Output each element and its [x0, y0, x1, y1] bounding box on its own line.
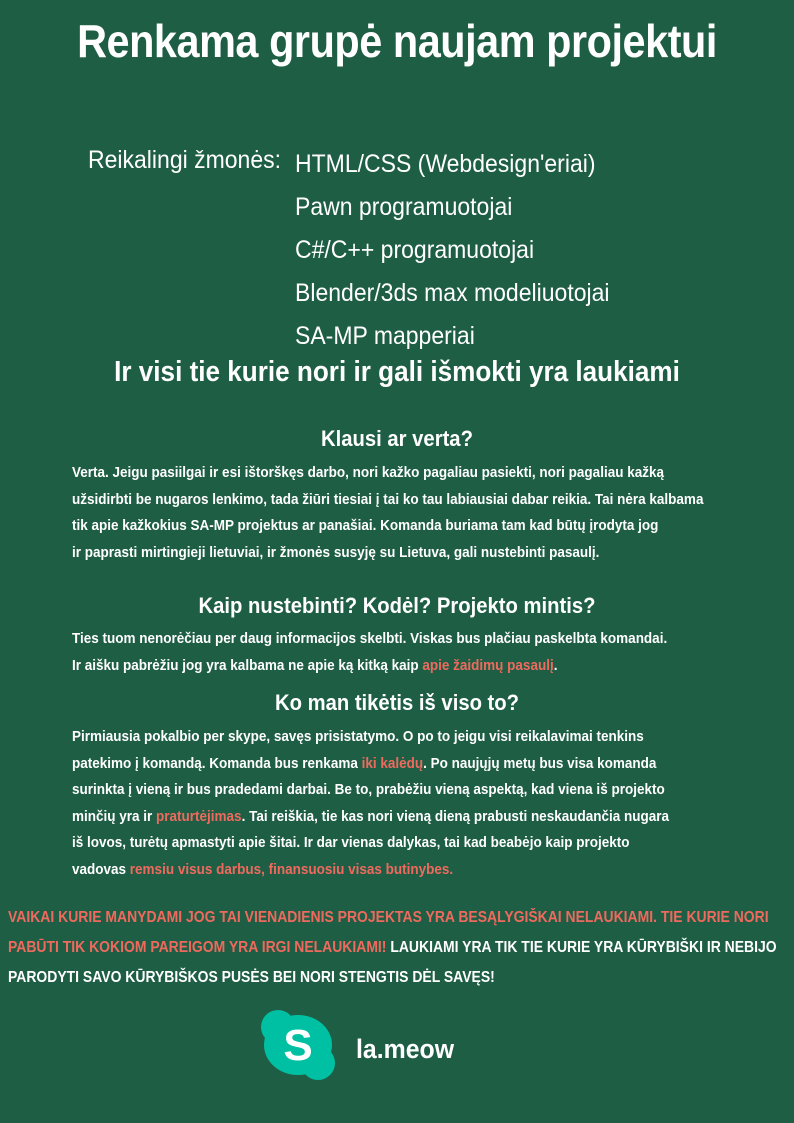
text-span: . Tai reiškia, tie kas nori vieną dieną prabusti neskaudančia nugara	[241, 807, 669, 825]
highlight-text: remsiu visus darbus, finansuosiu visas butinybes.	[129, 860, 454, 878]
section-heading-expect: Ko man tikėtis iš viso to?	[274, 690, 520, 715]
text-span: Ir aišku pabrėžiu jog yra kalbama ne apie ką kitką kaip	[72, 656, 423, 674]
paragraph-line: Ties tuom nenorėčiau per daug informacijos skelbti. Viskas bus plačiau paskelbta komandai.	[72, 630, 668, 647]
warning-line	[8, 933, 794, 963]
warning-line: VAIKAI KURIE MANYDAMI JOG TAI VIENADIENIS PROJEKTAS YRA BESĄLYGIŠKAI NELAUKIAMI. TIE KURIE NORI	[8, 909, 769, 926]
paragraph-line: užsidirbti be nugaros lenkimo, tada žiūri tiesiai į tai ko tau labiausiai dabar reikia. Tai nėra kalbama	[72, 490, 704, 508]
warning-line: PARODYTI SAVO KŪRYBIŠKOS PUSĖS BEI NORI STENGTIS DĖL SAVĘS!	[8, 969, 495, 986]
section-body-worth	[72, 460, 702, 566]
text-span: minčių yra ir	[72, 807, 157, 825]
text-span: vadovas	[72, 860, 130, 878]
section-body-idea	[72, 626, 702, 679]
text-span: .	[553, 656, 558, 674]
section-heading-worth: Klausi ar verta?	[321, 426, 473, 451]
section-heading-idea: Kaip nustebinti? Kodėl? Projekto mintis?	[198, 593, 596, 618]
highlight-text: apie žaidimų pasaulį	[422, 656, 554, 674]
needs-item-csharp: C#/C++ programuotojai	[295, 236, 535, 264]
page-title: Renkama grupė naujam projektui	[77, 15, 717, 67]
needs-label: Reikalingi žmonės:	[88, 146, 282, 174]
paragraph-line: surinkta į vieną ir bus pradedami darbai. Be to, prabėžiu vieną aspektą, kad viena iš projekto	[72, 781, 665, 798]
paragraph-line	[72, 653, 702, 680]
needs-item-pawn: Pawn programuotojai	[295, 193, 513, 221]
skype-username[interactable]: la.meow	[356, 1034, 455, 1064]
needs-item-html: HTML/CSS (Webdesign'eriai)	[295, 150, 596, 178]
highlight-text: praturtėjimas	[156, 807, 242, 825]
paragraph-line: ir paprasti mirtingieji lietuviai, ir žmonės susyję su Lietuva, gali nustebinti pasaulį.	[72, 543, 600, 561]
paragraph-line: Verta. Jeigu pasiilgai ir esi ištorškęs darbo, nori kažko pagaliau pasiekti, nori pagaliau kažką	[72, 464, 664, 481]
skype-icon	[258, 1009, 338, 1081]
paragraph-line	[72, 857, 702, 884]
warning-notice	[8, 903, 794, 993]
warning-white-text: LAUKIAMI YRA TIK TIE KURIE YRA KŪRYBIŠKI IR NEBIJO	[386, 939, 777, 956]
welcome-line: Ir visi tie kurie nori ir gali išmokti yra laukiami	[114, 356, 680, 388]
text-span: patekimo į komandą. Komanda bus renkama	[72, 754, 362, 772]
paragraph-line	[72, 804, 702, 831]
paragraph-line: tik apie kažkokius SA-MP projektus ar panašiai. Komanda buriama tam kad būtų įrodyta jog	[72, 517, 659, 534]
needs-list	[295, 146, 610, 361]
paragraph-line: Pirmiausia pokalbio per skype, savęs prisistatymo. O po to jeigu visi reikalavimai tenkins	[72, 728, 644, 745]
needs-item-blender: Blender/3ds max modeliuotojai	[295, 279, 610, 307]
paragraph-line: iš lovos, turėtų apmastyti apie šitai. Ir dar vienas dalykas, tai kad beabėjo kaip projekto	[72, 834, 630, 851]
section-body-expect	[72, 724, 702, 883]
highlight-text: iki kalėdų	[361, 754, 424, 772]
skype-letter: S	[283, 1021, 313, 1070]
text-span: . Po naujųjų metų bus visa komanda	[423, 754, 657, 772]
needs-item-mapper: SA-MP mapperiai	[295, 322, 475, 350]
paragraph-line	[72, 751, 702, 778]
warning-red-text: PABŪTI TIK KOKIOM PAREIGOM YRA IRGI NELAUKIAMI!	[8, 939, 387, 956]
